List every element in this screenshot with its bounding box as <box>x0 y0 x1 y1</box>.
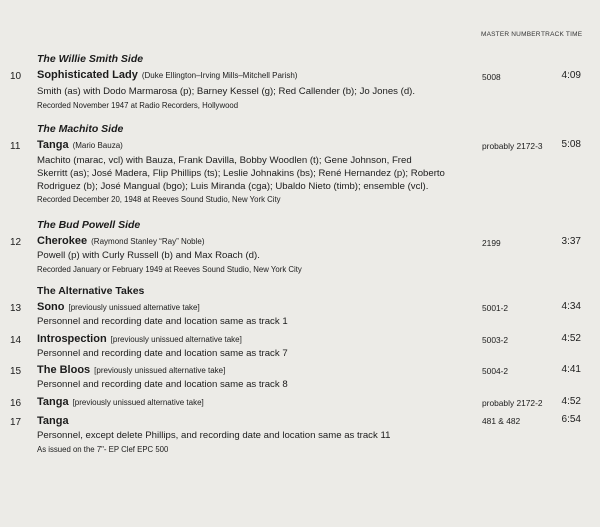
master-number: 2199 <box>482 238 501 248</box>
take-note: [previously unissued alternative take] <box>68 303 200 312</box>
recording-info: Recorded January or February 1949 at Reeves Sound Studio, New York City <box>37 265 302 274</box>
composer-credit: (Duke Ellington–Irving Mills–Mitchell Parish) <box>141 71 298 80</box>
personnel-line: Personnel and recording date and location same as track 8 <box>37 379 288 390</box>
track-title <box>37 301 200 313</box>
track-number: 12 <box>10 237 22 248</box>
track-title <box>37 364 225 376</box>
personnel-line: Personnel and recording date and location same as track 7 <box>37 348 288 359</box>
track-title <box>37 333 242 345</box>
track-title-text: Tanga <box>37 139 69 151</box>
track-title <box>37 415 69 427</box>
master-number: probably 2172-3 <box>482 141 543 151</box>
master-number: 481 & 482 <box>482 416 521 426</box>
track-number: 17 <box>10 417 22 428</box>
track-title-text: Tanga <box>37 396 69 408</box>
master-number: probably 2172-2 <box>482 398 543 408</box>
track-number: 11 <box>10 141 21 152</box>
track-title-text: Introspection <box>37 333 107 345</box>
personnel-line: Personnel, except delete Phillips, and recording date and location same as track 11 <box>37 430 391 441</box>
track-title <box>37 139 123 151</box>
track-time: 4:34 <box>561 301 581 312</box>
track-number: 16 <box>10 398 22 409</box>
section-heading-alternative-takes: The Alternative Takes <box>37 285 145 297</box>
issue-note: As issued on the 7"- EP Clef EPC 500 <box>37 445 169 454</box>
section-heading-bud-powell: The Bud Powell Side <box>37 219 141 231</box>
composer-credit: (Mario Bauza) <box>72 141 123 150</box>
track-time: 4:41 <box>561 364 581 375</box>
composer-credit: (Raymond Stanley “Ray” Noble) <box>91 237 205 246</box>
recording-info: Recorded November 1947 at Radio Recorders, Hollywood <box>37 101 239 110</box>
track-title <box>37 396 204 408</box>
master-number: 5001-2 <box>482 303 509 313</box>
track-time: 4:52 <box>561 333 581 344</box>
master-number: 5003-2 <box>482 335 509 345</box>
track-time: 4:09 <box>561 70 581 81</box>
personnel-line: Rodriguez (b); José Mangual (bgo); Luis Miranda (cga); Ubaldo Nieto (timb); ensemble (vcl). <box>37 181 429 192</box>
track-title-text: Sono <box>37 301 65 313</box>
take-note: [previously unissued alternative take] <box>110 335 242 344</box>
track-title-text: Sophisticated Lady <box>37 69 138 81</box>
recording-info: Recorded December 20, 1948 at Reeves Sound Studio, New York City <box>37 195 281 204</box>
personnel-line: Powell (p) with Curly Russell (b) and Max Roach (d). <box>37 250 260 261</box>
track-title <box>37 69 297 81</box>
take-note: [previously unissued alternative take] <box>72 398 204 407</box>
track-title-text: Cherokee <box>37 235 88 247</box>
track-number: 15 <box>10 366 22 377</box>
track-title-text: Tanga <box>37 415 69 427</box>
section-heading-machito: The Machito Side <box>37 123 124 135</box>
personnel-line: Machito (marac, vcl) with Bauza, Frank Davilla, Bobby Woodlen (t); Gene Johnson, Fred <box>37 155 412 166</box>
track-number: 13 <box>10 303 22 314</box>
track-title-text: The Bloos <box>37 364 91 376</box>
track-time-header: TRACK TIME <box>541 31 583 38</box>
master-number: 5004-2 <box>482 366 509 376</box>
track-time: 3:37 <box>561 236 581 247</box>
track-time: 4:52 <box>561 396 581 407</box>
track-title <box>37 235 205 247</box>
personnel-line: Personnel and recording date and location same as track 1 <box>37 316 288 327</box>
master-number-header: MASTER NUMBER <box>481 31 541 38</box>
master-number: 5008 <box>482 72 501 82</box>
track-time: 6:54 <box>561 414 581 425</box>
track-number: 10 <box>10 71 22 82</box>
track-number: 14 <box>10 335 22 346</box>
section-heading-willie-smith: The Willie Smith Side <box>37 53 144 65</box>
personnel-line: Skerritt (as); José Madera, Flip Phillips (ts); Leslie Johnakins (bs); René Hernandez (p); Roberto <box>37 168 445 179</box>
track-time: 5:08 <box>561 139 581 150</box>
take-note: [previously unissued alternative take] <box>94 366 226 375</box>
personnel-line: Smith (as) with Dodo Marmarosa (p); Barney Kessel (g); Red Callender (b); Jo Jones (d). <box>37 86 416 97</box>
